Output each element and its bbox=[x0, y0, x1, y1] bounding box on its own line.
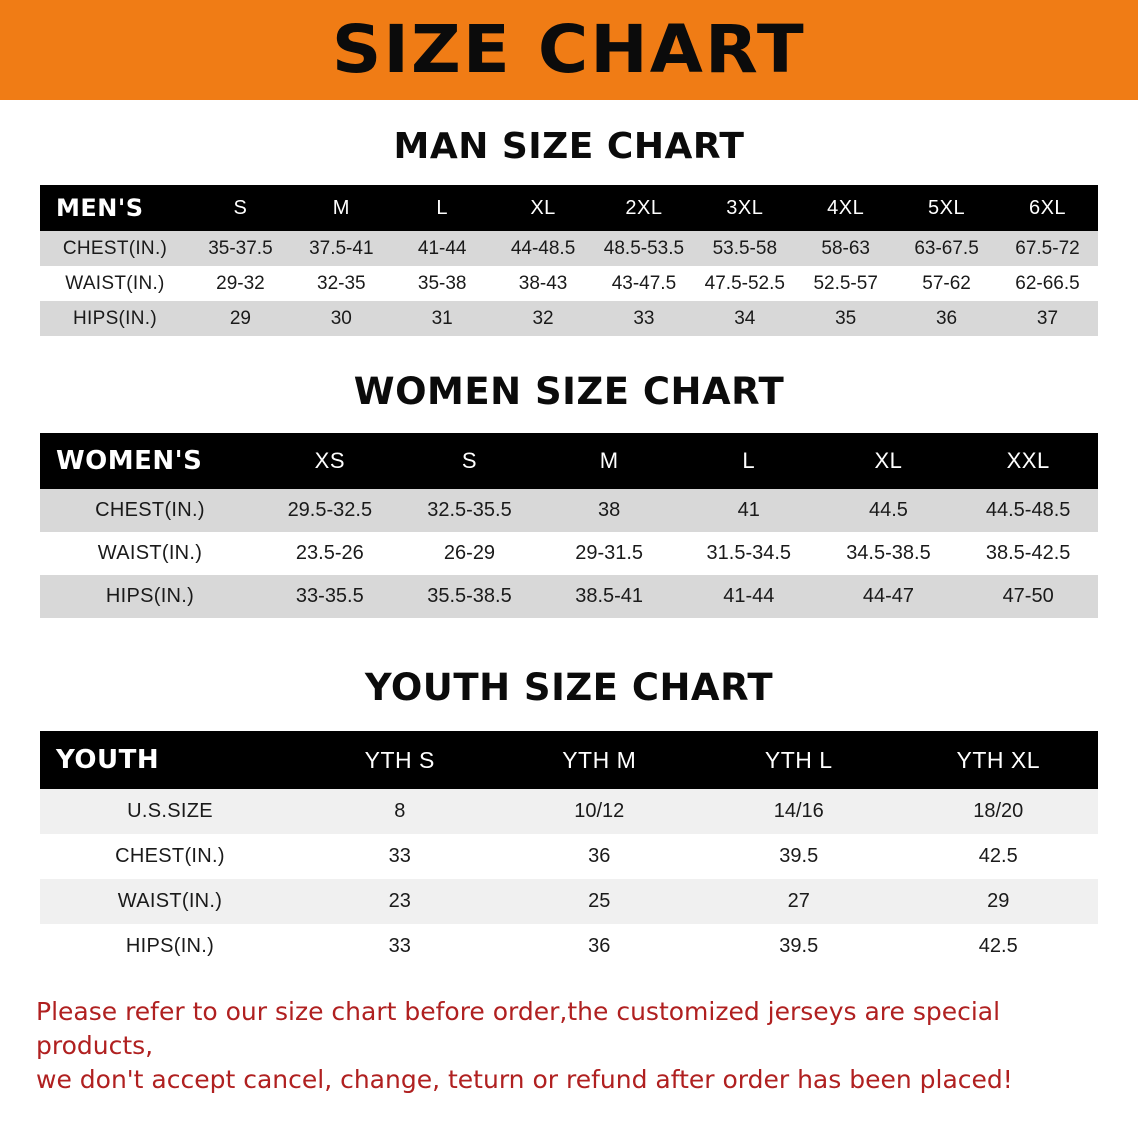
youth-row-3-cell-1: 36 bbox=[588, 935, 611, 957]
women-table-header-row bbox=[40, 433, 1098, 489]
women-row-2-cell-4: 44-47 bbox=[862, 585, 915, 607]
man-row-1-cell-3: 38-43 bbox=[518, 272, 568, 294]
table-row bbox=[40, 789, 1098, 834]
man-row-0-cell-8: 67.5-72 bbox=[1015, 237, 1080, 259]
women-row-2-cell-0: 33-35.5 bbox=[295, 585, 364, 607]
table-row bbox=[40, 834, 1098, 879]
table-row bbox=[40, 231, 1098, 266]
table-row bbox=[40, 532, 1098, 575]
man-row-1-cell-6: 52.5-57 bbox=[813, 272, 878, 294]
women-header-cell-3: M bbox=[599, 448, 619, 473]
youth-row-3-label: HIPS(IN.) bbox=[125, 935, 215, 957]
women-header-cell-2: S bbox=[461, 448, 478, 473]
man-row-2-label: HIPS(IN.) bbox=[73, 307, 157, 329]
table-row bbox=[40, 924, 1098, 969]
women-row-0-label: CHEST(IN.) bbox=[95, 499, 205, 521]
man-row-1-cell-4: 43-47.5 bbox=[611, 272, 677, 294]
man-size-table bbox=[40, 185, 1098, 336]
youth-row-1-cell-2: 39.5 bbox=[779, 845, 819, 867]
women-row-1-label: WAIST(IN.) bbox=[97, 542, 203, 564]
man-section-title: MAN SIZE CHART bbox=[393, 126, 745, 167]
man-header-cell-7: 4XL bbox=[827, 196, 865, 219]
women-header-cell-4: L bbox=[742, 448, 756, 473]
youth-size-table bbox=[40, 731, 1098, 969]
man-header-cell-6: 3XL bbox=[726, 196, 764, 219]
disclaimer-line-2: we don't accept cancel, change, teturn or refund after order has been placed! bbox=[36, 1064, 1013, 1094]
youth-row-3-cell-2: 39.5 bbox=[779, 935, 819, 957]
youth-row-0-cell-2: 14/16 bbox=[773, 800, 824, 822]
man-row-2-cell-6: 35 bbox=[835, 307, 857, 329]
women-row-2-cell-3: 41-44 bbox=[723, 585, 775, 607]
women-header-cell-1: XS bbox=[314, 448, 345, 473]
youth-row-0-cell-3: 18/20 bbox=[973, 800, 1024, 822]
youth-header-cell-0: YOUTH bbox=[56, 745, 160, 775]
women-row-1-cell-0: 23.5-26 bbox=[295, 542, 364, 564]
man-table-wrap bbox=[0, 185, 1138, 336]
women-row-0-cell-4: 44.5 bbox=[868, 499, 908, 521]
women-row-0-cell-2: 38 bbox=[598, 499, 621, 521]
women-row-1-cell-2: 29-31.5 bbox=[575, 542, 644, 564]
women-row-2-cell-1: 35.5-38.5 bbox=[427, 585, 512, 607]
youth-row-2-cell-3: 29 bbox=[987, 890, 1010, 912]
women-row-1-cell-3: 31.5-34.5 bbox=[706, 542, 792, 564]
page-title: SIZE CHART bbox=[332, 11, 806, 88]
man-header-cell-4: XL bbox=[530, 196, 556, 219]
women-size-table bbox=[40, 433, 1098, 618]
man-row-2-cell-7: 36 bbox=[935, 307, 958, 329]
women-row-2-cell-2: 38.5-41 bbox=[575, 585, 644, 607]
man-row-0-cell-7: 63-67.5 bbox=[914, 237, 979, 259]
table-row bbox=[40, 489, 1098, 532]
youth-row-2-cell-0: 23 bbox=[388, 890, 411, 912]
women-section-title: WOMEN SIZE CHART bbox=[353, 370, 785, 413]
women-row-1-cell-4: 34.5-38.5 bbox=[846, 542, 931, 564]
women-header-cell-6: XXL bbox=[1006, 448, 1050, 473]
women-row-1-cell-1: 26-29 bbox=[443, 542, 496, 564]
youth-row-1-cell-3: 42.5 bbox=[978, 845, 1018, 867]
man-row-0-cell-0: 35-37.5 bbox=[208, 237, 273, 259]
man-row-2-cell-5: 34 bbox=[734, 307, 756, 329]
man-row-0-cell-1: 37.5-41 bbox=[309, 237, 374, 259]
women-table-wrap bbox=[0, 433, 1138, 618]
youth-row-1-label: CHEST(IN.) bbox=[115, 845, 225, 867]
man-row-0-cell-5: 53.5-58 bbox=[712, 237, 778, 259]
man-row-0-label: CHEST(IN.) bbox=[62, 237, 168, 259]
table-row bbox=[40, 575, 1098, 618]
youth-row-0-cell-1: 10/12 bbox=[574, 800, 625, 822]
youth-header-cell-3: YTH L bbox=[764, 746, 833, 773]
women-row-2-label: HIPS(IN.) bbox=[105, 585, 195, 607]
women-row-0-cell-1: 32.5-35.5 bbox=[427, 499, 512, 521]
youth-row-1-cell-1: 36 bbox=[588, 845, 611, 867]
man-row-0-cell-6: 58-63 bbox=[821, 237, 870, 259]
man-header-cell-2: M bbox=[332, 196, 350, 219]
youth-row-1-cell-0: 33 bbox=[388, 845, 411, 867]
youth-row-2-cell-1: 25 bbox=[588, 890, 611, 912]
youth-table-wrap bbox=[0, 731, 1138, 969]
man-table-header-row bbox=[40, 185, 1098, 231]
man-row-2-cell-8: 37 bbox=[1036, 307, 1059, 329]
man-row-1-cell-5: 47.5-52.5 bbox=[704, 272, 785, 294]
man-row-2-cell-2: 31 bbox=[431, 307, 453, 329]
disclaimer-line-1: Please refer to our size chart before order,the customized jerseys are special products, bbox=[36, 997, 1001, 1060]
man-header-cell-8: 5XL bbox=[928, 196, 966, 219]
youth-row-3-cell-3: 42.5 bbox=[978, 935, 1018, 957]
youth-section-title: YOUTH SIZE CHART bbox=[364, 666, 774, 709]
man-row-1-cell-1: 32-35 bbox=[317, 272, 366, 294]
man-header-cell-1: S bbox=[233, 196, 248, 219]
man-header-cell-0: MEN'S bbox=[56, 194, 144, 222]
man-row-2-cell-4: 33 bbox=[633, 307, 655, 329]
man-row-1-label: WAIST(IN.) bbox=[65, 272, 165, 294]
man-row-0-cell-2: 41-44 bbox=[417, 237, 467, 259]
man-row-1-cell-7: 57-62 bbox=[922, 272, 971, 294]
table-row bbox=[40, 879, 1098, 924]
women-header-cell-5: XL bbox=[874, 448, 903, 473]
man-header-cell-9: 6XL bbox=[1028, 196, 1067, 219]
table-row bbox=[40, 301, 1098, 336]
youth-header-cell-2: YTH M bbox=[562, 746, 637, 773]
youth-header-cell-1: YTH S bbox=[364, 746, 435, 773]
man-header-cell-3: L bbox=[436, 196, 448, 219]
youth-header-cell-4: YTH XL bbox=[956, 746, 1041, 773]
women-row-2-cell-5: 47-50 bbox=[1002, 585, 1054, 607]
women-row-0-cell-0: 29.5-32.5 bbox=[287, 499, 373, 521]
women-header-cell-0: WOMEN'S bbox=[56, 446, 203, 476]
man-row-1-cell-8: 62-66.5 bbox=[1015, 272, 1080, 294]
women-row-0-cell-5: 44.5-48.5 bbox=[985, 499, 1071, 521]
man-row-2-cell-0: 29 bbox=[229, 307, 251, 329]
youth-row-0-cell-0: 8 bbox=[394, 800, 406, 822]
women-row-1-cell-5: 38.5-42.5 bbox=[985, 542, 1071, 564]
page-banner bbox=[0, 0, 1138, 100]
man-row-2-cell-3: 32 bbox=[532, 307, 554, 329]
man-header-cell-5: 2XL bbox=[625, 196, 663, 219]
youth-row-3-cell-0: 33 bbox=[388, 935, 411, 957]
man-row-1-cell-2: 35-38 bbox=[417, 272, 467, 294]
man-row-1-cell-0: 29-32 bbox=[216, 272, 265, 294]
man-row-0-cell-3: 44-48.5 bbox=[510, 237, 576, 259]
women-row-0-cell-3: 41 bbox=[737, 499, 760, 521]
youth-row-2-cell-2: 27 bbox=[787, 890, 810, 912]
man-row-2-cell-1: 30 bbox=[330, 307, 352, 329]
youth-row-2-label: WAIST(IN.) bbox=[117, 890, 223, 912]
man-row-0-cell-4: 48.5-53.5 bbox=[603, 237, 685, 259]
youth-row-0-label: U.S.SIZE bbox=[127, 800, 213, 822]
disclaimer-note bbox=[36, 995, 1102, 1096]
table-row bbox=[40, 266, 1098, 301]
youth-table-header-row bbox=[40, 731, 1098, 789]
